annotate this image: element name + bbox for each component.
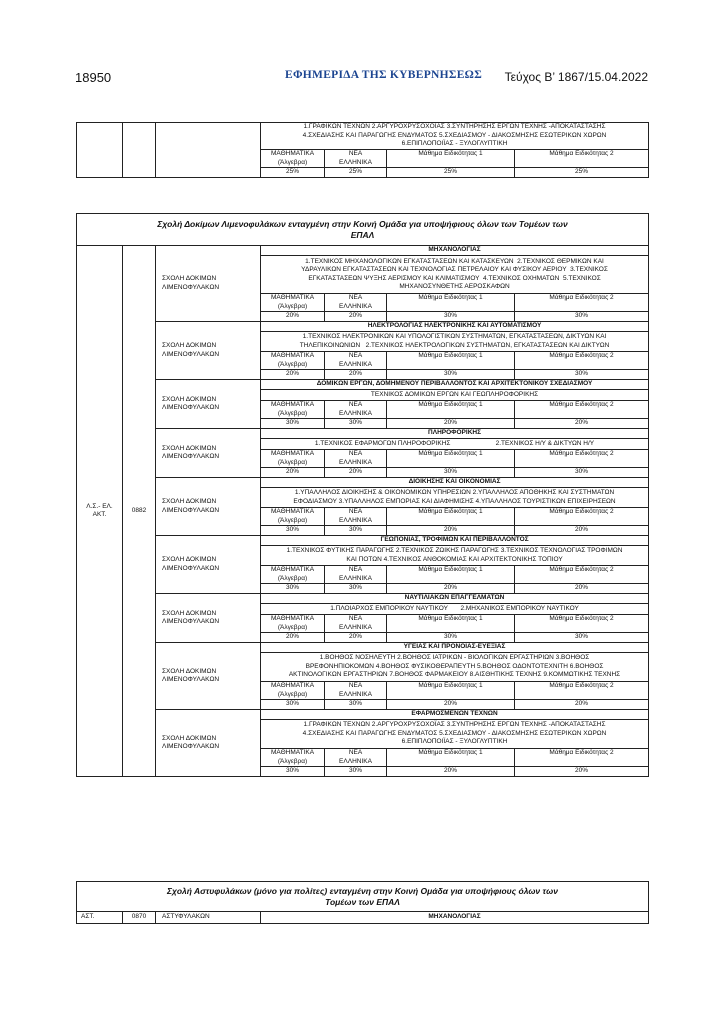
subject-specialty-1: Μάθημα Ειδικότητας 1 [387,749,515,767]
subject-math: ΜΑΘΗΜΑΤΙΚΑ (Άλγεβρα) [261,749,325,767]
subject-specialty-1: Μάθημα Ειδικότητας 1 [387,401,515,419]
subject-greek: ΝΕΑ ΕΛΛΗΝΙΚΑ [325,150,387,168]
weight-cell: 20% [515,419,649,429]
weight-cell: 20% [515,584,649,594]
weight-cell: 30% [261,419,325,429]
weight-cell: 20% [325,370,387,380]
school-name-cell: ΣΧΟΛΗ ΔΟΚΙΜΩΝ ΛΙΜΕΝΟΦΥΛΑΚΩΝ [156,380,261,429]
subject-math: ΜΑΘΗΜΑΤΙΚΑ (Άλγεβρα) [261,401,325,419]
section-heading: ΕΦΑΡΜΟΣΜΕΝΩΝ ΤΕΧΝΩΝ [261,710,649,720]
police-school: ΑΣΤΥΦΥΛΑΚΩΝ [156,912,261,924]
weight-cell: 30% [261,767,325,777]
subject-math: ΜΑΘΗΜΑΤΙΚΑ (Άλγεβρα) [261,682,325,700]
subject-specialty-2: Μάθημα Ειδικότητας 2 [515,150,649,168]
school-name-cell: ΣΧΟΛΗ ΔΟΚΙΜΩΝ ΛΙΜΕΝΟΦΥΛΑΚΩΝ [156,594,261,643]
subject-specialty-1: Μάθημα Ειδικότητας 1 [387,352,515,370]
weight-cell: 20% [325,633,387,643]
subject-specialty-2: Μάθημα Ειδικότητας 2 [515,352,649,370]
school-name-cell: ΣΧΟΛΗ ΔΟΚΙΜΩΝ ΛΙΜΕΝΟΦΥΛΑΚΩΝ [156,322,261,380]
school-name-cell: ΣΧΟΛΗ ΔΟΚΙΜΩΝ ΛΙΜΕΝΟΦΥΛΑΚΩΝ [156,478,261,536]
weight-cell: 30% [325,767,387,777]
weight-cell: 20% [515,700,649,710]
blank-cell [123,123,156,178]
subject-specialty-1: Μάθημα Ειδικότητας 1 [387,615,515,633]
weight-cell: 30% [325,419,387,429]
subject-specialty-2: Μάθημα Ειδικότητας 2 [515,749,649,767]
weight-cell: 30% [261,584,325,594]
subject-greek: ΝΕΑ ΕΛΛΗΝΙΚΑ [325,749,387,767]
gazette-title: ΕΦΗΜΕΡΙΔΑ ΤΗΣ ΚΥΒΕΡΝΗΣΕΩΣ [285,69,483,81]
issue-reference: Τεύχος Β’ 1867/15.04.2022 [504,70,648,84]
weight-cell: 25% [387,168,515,178]
weight-cell: 20% [387,767,515,777]
subject-specialty-1: Μάθημα Ειδικότητας 1 [387,150,515,168]
police-code: 0870 [123,912,156,924]
specialties-cell: 1.ΓΡΑΦΙΚΩΝ ΤΕΧΝΩΝ 2.ΑΡΓΥΡΟΧΡΥΣΟΧΟΪΑΣ 3.ΣΥΝΤΗΡΗΣΗΣ ΕΡΓΩΝ ΤΕΧΝΗΣ -ΑΠΟΚΑΤΑΣΤΑΣΗΣ 4.ΣΧΕΔΙΑΣΗΣ ΚΑΙ ΠΑΡΑΓΩΓΗΣ ΕΝΔΥΜΑΤΟΣ 5.ΣΧΕΔΙΑΣΜΟΥ - ΔΙΑΚΟΣΜΗΣΗΣ ΕΣΩΤΕΡΙΚΩΝ ΧΩΡΩΝ 6.ΕΠΙΠΛΟΠΟΙΪΑΣ - ΞΥΛΟΓΛΥΠΤΙΚΗ [261,123,649,150]
specialties-cell: 1.ΓΡΑΦΙΚΩΝ ΤΕΧΝΩΝ 2.ΑΡΓΥΡΟΧΡΥΣΟΧΟΪΑΣ 3.ΣΥΝΤΗΡΗΣΗΣ ΕΡΓΩΝ ΤΕΧΝΗΣ -ΑΠΟΚΑΤΑΣΤΑΣΗΣ 4.ΣΧΕΔΙΑΣΗΣ ΚΑΙ ΠΑΡΑΓΩΓΗΣ ΕΝΔΥΜΑΤΟΣ 5.ΣΧΕΔΙΑΣΜΟΥ - ΔΙΑΚΟΣΜΗΣΗΣ ΕΣΩΤΕΡΙΚΩΝ ΧΩΡΩΝ 6.ΕΠΙΠΛΟΠΟΙΪΑΣ - ΞΥΛΟΓΛΥΠΤΙΚΗ [261,720,649,749]
subject-specialty-1: Μάθημα Ειδικότητας 1 [387,450,515,468]
subject-specialty-2: Μάθημα Ειδικότητας 2 [515,508,649,526]
section-heading: ΔΟΜΙΚΩΝ ΕΡΓΩΝ, ΔΟΜΗΜΕΝΟΥ ΠΕΡΙΒΑΛΛΟΝΤΟΣ ΚΑΙ ΑΡΧΙΤΕΚΤΟΝΙΚΟΥ ΣΧΕΔΙΑΣΜΟΥ [261,380,649,390]
page-number: 18950 [75,70,112,85]
weight-cell: 30% [325,700,387,710]
specialties-cell: 1.ΤΕΧΝΙΚΟΣ ΦΥΤΙΚΗΣ ΠΑΡΑΓΩΓΗΣ 2.ΤΕΧΝΙΚΟΣ ΖΩΙΚΗΣ ΠΑΡΑΓΩΓΗΣ 3.ΤΕΧΝΙΚΟΣ ΤΕΧΝΟΛΟΓΙΑΣ ΤΡΟΦΙΜΩΝ ΚΑΙ ΠΟΤΩΝ 4.ΤΕΧΝΙΚΟΣ ΑΝΘΟΚΟΜΙΑΣ ΚΑΙ ΑΡΧΙΤΕΚΤΟΝΙΚΗΣ ΤΟΠΙΟΥ [261,546,649,566]
subject-math: ΜΑΘΗΜΑΤΙΚΑ (Άλγεβρα) [261,450,325,468]
weight-cell: 20% [387,700,515,710]
police-section-heading: ΜΗΧΑΝΟΛΟΓΙΑΣ [261,912,649,924]
weight-cell: 20% [515,526,649,536]
school-name-cell: ΣΧΟΛΗ ΔΟΚΙΜΩΝ ΛΙΜΕΝΟΦΥΛΑΚΩΝ [156,429,261,478]
weight-cell: 20% [387,526,515,536]
coast-guard-code: 0882 [123,246,156,777]
school-name-cell: ΣΧΟΛΗ ΔΟΚΙΜΩΝ ΛΙΜΕΝΟΦΥΛΑΚΩΝ [156,710,261,777]
subject-greek: ΝΕΑ ΕΛΛΗΝΙΚΑ [325,566,387,584]
specialties-cell: 1.ΠΛΟΙΑΡΧΟΣ ΕΜΠΟΡΙΚΟΥ ΝΑΥΤΙΚΟΥ 2.ΜΗΧΑΝΙΚΟΣ ΕΜΠΟΡΙΚΟΥ ΝΑΥΤΙΚΟΥ [261,604,649,615]
coast-guard-code-label: Λ.Σ.- ΕΛ. ΑΚΤ. [77,246,123,777]
subject-greek: ΝΕΑ ΕΛΛΗΝΙΚΑ [325,352,387,370]
subject-specialty-1: Μάθημα Ειδικότητας 1 [387,294,515,312]
subject-greek: ΝΕΑ ΕΛΛΗΝΙΚΑ [325,615,387,633]
subject-greek: ΝΕΑ ΕΛΛΗΝΙΚΑ [325,682,387,700]
blank-cell [77,123,123,178]
subject-specialty-2: Μάθημα Ειδικότητας 2 [515,450,649,468]
weight-cell: 25% [515,168,649,178]
weight-cell: 30% [261,526,325,536]
blank-cell [156,123,261,178]
specialties-cell: 1.ΤΕΧΝΙΚΟΣ ΕΦΑΡΜΟΓΩΝ ΠΛΗΡΟΦΟΡΙΚΗΣ 2.ΤΕΧΝΙΚΟΣ Η/Υ & ΔΙΚΤΥΩΝ Η/Υ [261,439,649,450]
school-name-cell: ΣΧΟΛΗ ΔΟΚΙΜΩΝ ΛΙΜΕΝΟΦΥΛΑΚΩΝ [156,643,261,710]
weight-cell: 30% [387,468,515,478]
weight-cell: 25% [261,168,325,178]
coast-guard-title: Σχολή Δοκίμων Λιμενοφυλάκων ενταγμένη στην Κοινή Ομάδα για υποψήφιους όλων των Τομέων των ΕΠΑΛ [77,214,649,246]
section-heading: ΓΕΩΠΟΝΙΑΣ, ΤΡΟΦΙΜΩΝ ΚΑΙ ΠΕΡΙΒΑΛΛΟΝΤΟΣ [261,536,649,546]
school-name-cell: ΣΧΟΛΗ ΔΟΚΙΜΩΝ ΛΙΜΕΝΟΦΥΛΑΚΩΝ [156,246,261,322]
coast-guard-table [76,213,649,777]
weight-cell: 30% [515,312,649,322]
subject-specialty-1: Μάθημα Ειδικότητας 1 [387,508,515,526]
subject-math: ΜΑΘΗΜΑΤΙΚΑ (Άλγεβρα) [261,150,325,168]
subject-math: ΜΑΘΗΜΑΤΙΚΑ (Άλγεβρα) [261,294,325,312]
weight-cell: 30% [325,526,387,536]
weight-cell: 20% [261,468,325,478]
subject-greek: ΝΕΑ ΕΛΛΗΝΙΚΑ [325,294,387,312]
subject-math: ΜΑΘΗΜΑΤΙΚΑ (Άλγεβρα) [261,566,325,584]
weight-cell: 30% [387,312,515,322]
section-heading: ΜΗΧΑΝΟΛΟΓΙΑΣ [261,246,649,256]
weight-cell: 20% [325,468,387,478]
police-code-label: ΑΣΤ. [77,912,123,924]
specialties-cell: 1.ΤΕΧΝΙΚΟΣ ΜΗΧΑΝΟΛΟΓΙΚΩΝ ΕΓΚΑΤΑΣΤΑΣΕΩΝ ΚΑΙ ΚΑΤΑΣΚΕΥΩΝ 2.ΤΕΧΝΙΚΟΣ ΘΕΡΜΙΚΩΝ ΚΑΙ ΥΔΡΑΥΛΙΚΩΝ ΕΓΚΑΤΑΣΤΑΣΕΩΝ ΚΑΙ ΤΕΧΝΟΛΟΓΙΑΣ ΠΕΤΡΕΛΑΙΟΥ ΚΑΙ ΦΥΣΙΚΟΥ ΑΕΡΙΟΥ 3.ΤΕΧΝΙΚΟΣ ΕΓΚΑΤΑΣΤΑΣΕΩΝ ΨΥΞΗΣ ΑΕΡΙΣΜΟΥ ΚΑΙ ΚΛΙΜΑΤΙΣΜΟΥ 4.ΤΕΧΝΙΚΟΣ ΟΧΗΜΑΤΩΝ 5.ΤΕΧΝΙΚΟΣ ΜΗΧΑΝΟΣΥΝΘΕΤΗΣ ΑΕΡΟΣΚΑΦΩΝ [261,256,649,294]
specialties-cell: 1.ΒΟΗΘΟΣ ΝΟΣΗΛΕΥΤΗ 2.ΒΟΗΘΟΣ ΙΑΤΡΙΚΩΝ - ΒΙΟΛΟΓΙΚΩΝ ΕΡΓΑΣΤΗΡΙΩΝ 3.ΒΟΗΘΟΣ ΒΡΕΦΟΝΗΠΙΟΚΟΜΩΝ 4.ΒΟΗΘΟΣ ΦΥΣΙΚΟΘΕΡΑΠΕΥΤΗ 5.ΒΟΗΘΟΣ ΟΔΟΝΤΟΤΕΧΝΙΤΗ 6.ΒΟΗΘΟΣ ΑΚΤΙΝΟΛΟΓΙΚΩΝ ΕΡΓΑΣΤΗΡΙΩΝ 7.ΒΟΗΘΟΣ ΦΑΡΜΑΚΕΙΟΥ 8.ΑΙΣΘΗΤΙΚΗΣ ΤΕΧΝΗΣ 9.ΚΟΜΜΩΤΙΚΗΣ ΤΕΧΝΗΣ [261,653,649,682]
weight-cell: 25% [325,168,387,178]
subject-specialty-1: Μάθημα Ειδικότητας 1 [387,682,515,700]
subject-greek: ΝΕΑ ΕΛΛΗΝΙΚΑ [325,401,387,419]
weight-cell: 30% [387,633,515,643]
weight-cell: 30% [515,370,649,380]
subject-math: ΜΑΘΗΜΑΤΙΚΑ (Άλγεβρα) [261,508,325,526]
school-name-cell: ΣΧΟΛΗ ΔΟΚΙΜΩΝ ΛΙΜΕΝΟΦΥΛΑΚΩΝ [156,536,261,594]
police-title: Σχολή Αστυφυλάκων (μόνο για πολίτες) ενταγμένη στην Κοινή Ομάδα για υποψήφιους όλων των Τομέων των ΕΠΑΛ [77,882,649,912]
continuation-table [76,122,649,178]
section-heading: ΗΛΕΚΤΡΟΛΟΓΙΑΣ ΗΛΕΚΤΡΟΝΙΚΗΣ ΚΑΙ ΑΥΤΟΜΑΤΙΣΜΟΥ [261,322,649,332]
section-heading: ΠΛΗΡΟΦΟΡΙΚΗΣ [261,429,649,439]
weight-cell: 30% [515,633,649,643]
subject-specialty-1: Μάθημα Ειδικότητας 1 [387,566,515,584]
subject-specialty-2: Μάθημα Ειδικότητας 2 [515,401,649,419]
weight-cell: 20% [387,419,515,429]
weight-cell: 30% [387,370,515,380]
weight-cell: 20% [261,312,325,322]
subject-greek: ΝΕΑ ΕΛΛΗΝΙΚΑ [325,450,387,468]
section-heading: ΥΓΕΙΑΣ ΚΑΙ ΠΡΟΝΟΙΑΣ-ΕΥΕΞΙΑΣ [261,643,649,653]
weight-cell: 20% [387,584,515,594]
subject-math: ΜΑΘΗΜΑΤΙΚΑ (Άλγεβρα) [261,615,325,633]
subject-specialty-2: Μάθημα Ειδικότητας 2 [515,682,649,700]
weight-cell: 20% [325,312,387,322]
subject-specialty-2: Μάθημα Ειδικότητας 2 [515,615,649,633]
subject-specialty-2: Μάθημα Ειδικότητας 2 [515,294,649,312]
weight-cell: 30% [515,468,649,478]
subject-greek: ΝΕΑ ΕΛΛΗΝΙΚΑ [325,508,387,526]
weight-cell: 30% [325,584,387,594]
specialties-cell: ΤΕΧΝΙΚΟΣ ΔΟΜΙΚΩΝ ΕΡΓΩΝ ΚΑΙ ΓΕΩΠΛΗΡΟΦΟΡΙΚΗΣ [261,390,649,401]
weight-cell: 20% [261,633,325,643]
subject-math: ΜΑΘΗΜΑΤΙΚΑ (Άλγεβρα) [261,352,325,370]
weight-cell: 20% [515,767,649,777]
specialties-cell: 1.ΤΕΧΝΙΚΟΣ ΗΛΕΚΤΡΟΝΙΚΩΝ ΚΑΙ ΥΠΟΛΟΓΙΣΤΙΚΩΝ ΣΥΣΤΗΜΑΤΩΝ, ΕΓΚΑΤΑΣΤΑΣΕΩΝ, ΔΙΚΤΥΩΝ ΚΑΙ ΤΗΛΕΠΙΚΟΙΝΩΝΙΩΝ 2.ΤΕΧΝΙΚΟΣ ΗΛΕΚΤΡΟΛΟΓΙΚΩΝ ΣΥΣΤΗΜΑΤΩΝ, ΕΓΚΑΤΑΣΤΑΣΕΩΝ ΚΑΙ ΔΙΚΤΥΩΝ [261,332,649,352]
subject-specialty-2: Μάθημα Ειδικότητας 2 [515,566,649,584]
section-heading: ΔΙΟΙΚΗΣΗΣ ΚΑΙ ΟΙΚΟΝΟΜΙΑΣ [261,478,649,488]
weight-cell: 30% [261,700,325,710]
specialties-cell: 1.ΥΠΑΛΛΗΛΟΣ ΔΙΟΙΚΗΣΗΣ & ΟΙΚΟΝΟΜΙΚΩΝ ΥΠΗΡΕΣΙΩΝ 2.ΥΠΑΛΛΗΛΟΣ ΑΠΟΘΗΚΗΣ ΚΑΙ ΣΥΣΤΗΜΑΤΩΝ ΕΦΟΔΙΑΣΜΟΥ 3.ΥΠΑΛΛΗΛΟΣ ΕΜΠΟΡΙΑΣ ΚΑΙ ΔΙΑΦΗΜΙΣΗΣ 4.ΥΠΑΛΛΗΛΟΣ ΤΟΥΡΙΣΤΙΚΩΝ ΕΠΙΧΕΙΡΗΣΕΩΝ [261,488,649,508]
police-table [76,881,649,924]
section-heading: ΝΑΥΤΙΛΙΑΚΩΝ ΕΠΑΓΓΕΛΜΑΤΩΝ [261,594,649,604]
weight-cell: 20% [261,370,325,380]
